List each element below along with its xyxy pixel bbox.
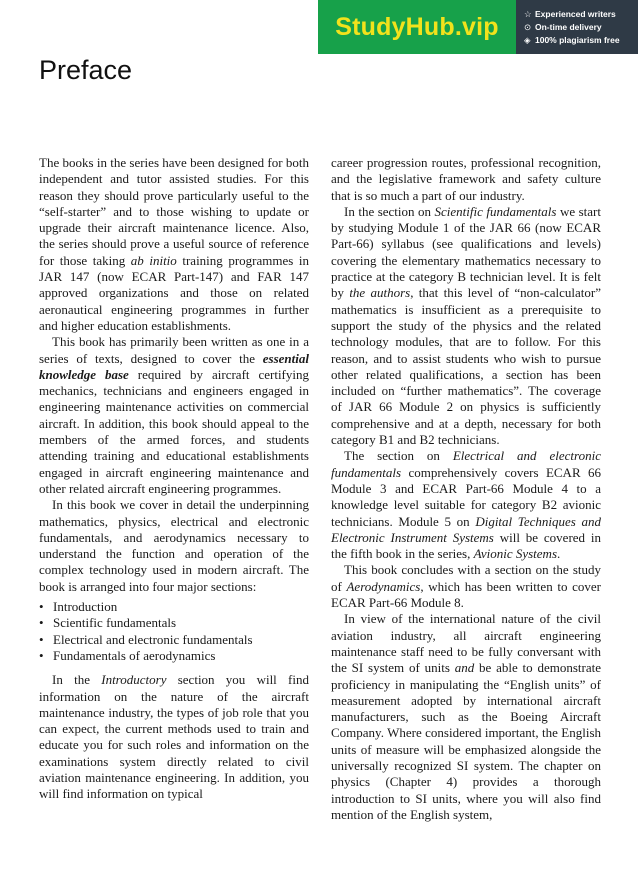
left-column	[39, 155, 309, 803]
page-title: Preface	[39, 55, 133, 85]
star-icon: ☆	[524, 8, 532, 19]
paragraph: The section on Electrical and electronic fundamentals comprehensively covers ECAR 66 Module 3 and ECAR Part-66 Module 4 to a knowledge level suitable for category B2 avionic technicians. Module 5 on Digital Techniques and Electronic Instrument Systems will be covered in the fifth book in the series, Avionic Systems.	[331, 448, 601, 562]
feature-label: Experienced writers	[535, 8, 616, 19]
paragraph: The books in the series have been designed for both independent and tutor assisted studies. For this reason they should prove particularly useful to the “self-starter” and to those wishing to update or upgrade their aircraft maintenance licence. Also, the series should prove a useful source of reference for those taking ab initio training programmes in JAR 147 (now ECAR Part-147) and FAR 147 approved organizations and those on related aeronautical engineering programmes in further and higher education establishments.	[39, 155, 310, 333]
paragraph: In this book we cover in detail the underpinning mathematics, physics, electrical and electronic fundamentals, and aerodynamics necessary to understand the function and operation of the complex technology used in modern aircraft. The book is arranged into four major sections:	[39, 497, 309, 594]
list-item: • Fundamentals of aerodynamics	[39, 648, 309, 664]
studyhub-logo[interactable]: StudyHub.vip	[318, 0, 516, 54]
banner-features	[516, 0, 638, 54]
clock-icon: ⊙	[524, 21, 532, 32]
paragraph: In view of the international nature of the civil aviation industry, all aircraft engineering maintenance staff need to be fully conversant with the SI system of units and be able to demonstrate proficiency in manipulating the “English units” of measurement adopted by international aircraft manufacturers, such as the Boeing Aircraft Company. Where considered important, the English units of measure will be emphasized alongside the universally recognized SI system. The chapter on physics (Chapter 4) provides a thorough introduction to SI units, where you will also find mention of the English system,	[331, 611, 601, 822]
feature-plagiarism-free	[524, 34, 638, 47]
paragraph: This book has primarily been written as one in a series of texts, designed to cover the essential knowledge base required by aircraft certifying mechanics, technicians and engineers engaged in engineering maintenance activities on commercial aircraft. In addition, this book should appeal to the members of the armed forces, and students attending training and educational establishments engaged in aircraft engineering maintenance and other related aircraft engineering programmes.	[39, 334, 309, 496]
feature-experienced-writers	[524, 8, 638, 21]
list-item: • Electrical and electronic fundamentals	[39, 632, 309, 648]
feature-label: On-time delivery	[535, 21, 602, 32]
paragraph: career progression routes, professional recognition, and the legislative framework and safety culture that is so much a part of our industry.	[331, 155, 601, 203]
right-column	[331, 155, 601, 823]
shield-icon: ◈	[524, 34, 531, 45]
paragraph: This book concludes with a section on the study of Aerodynamics, which has been written to cover ECAR Part-66 Module 8.	[331, 562, 601, 611]
feature-on-time-delivery	[524, 21, 638, 34]
list-item: • Scientific fundamentals	[39, 615, 309, 631]
feature-label: 100% plagiarism free	[535, 34, 620, 45]
section-list	[39, 599, 309, 664]
list-item: • Introduction	[39, 599, 309, 615]
ad-banner[interactable]	[318, 0, 638, 54]
paragraph: In the Introductory section you will find information on the nature of the aircraft maintenance industry, the types of job role that you can expect, the current methods used to train and educate you for such roles and information on the examinations system directly related to civil aviation maintenance engineering. In addition, you will find information on typical	[39, 672, 309, 802]
paragraph: In the section on Scientific fundamentals we start by studying Module 1 of the JAR 66 (now ECAR Part-66) syllabus (see qualifications and levels) covering the elementary mathematics necessary to practice at the category B technician level. It is felt by the authors, that this level of “non-calculator” mathematics is insufficient as a prerequisite to support the study of the physics and the related technology modules, that are to follow. For this reason, and to assist students who wish to pursue other related qualifications, a section has been included on “further mathematics”. The coverage of JAR 66 Module 2 on physics is sufficiently comprehensive and at a depth, necessary for both category B1 and B2 technicians.	[331, 203, 601, 448]
